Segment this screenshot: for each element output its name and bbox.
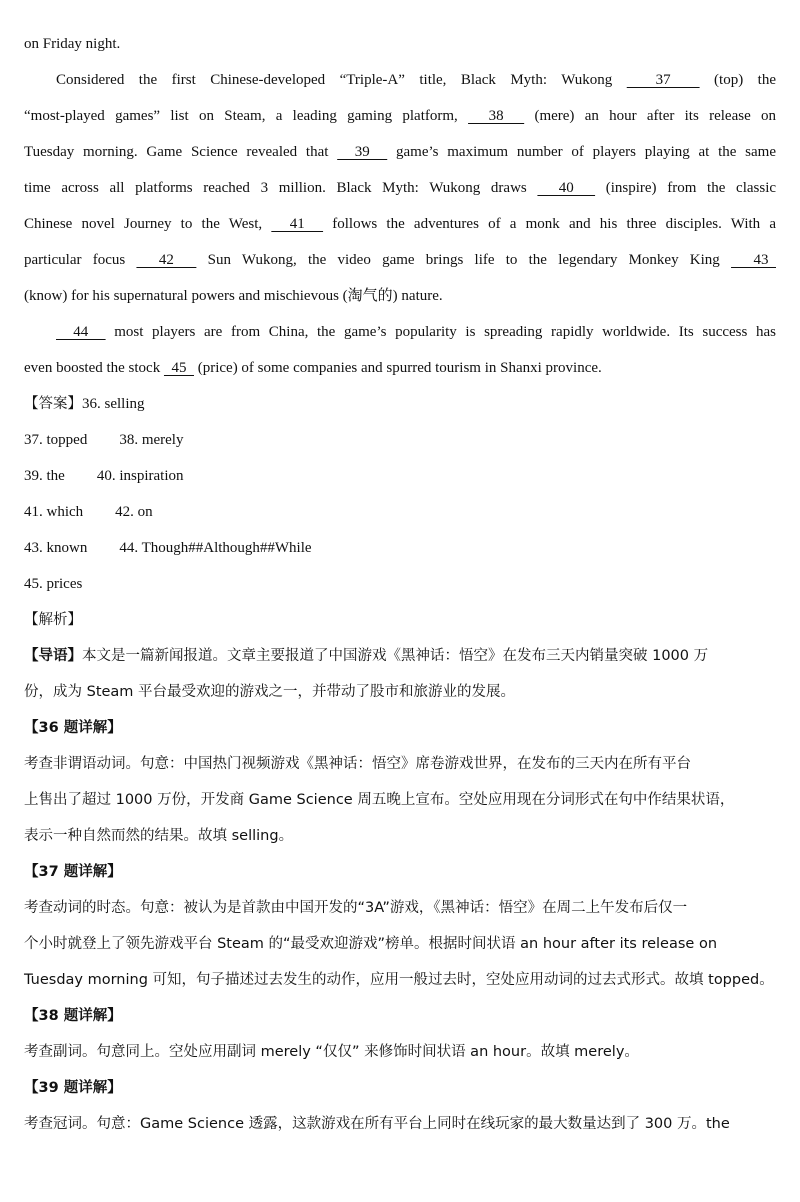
- q37-line-1: 考查动词的时态。句意：被认为是首款由中国开发的“3A”游戏，《黑神话：悟空》在周二上午发布后仅一: [24, 900, 688, 916]
- answers-line-1: [24, 394, 145, 414]
- analysis-header: 【解析】: [24, 612, 82, 628]
- answers-line-3: [24, 466, 184, 486]
- passage-line-8: [24, 286, 443, 306]
- q36-title: 【36 题详解】: [24, 720, 122, 736]
- blank-42: 42: [136, 252, 197, 268]
- passage-line-3: [24, 106, 776, 126]
- blank-37: 37: [626, 72, 700, 88]
- answers-line-6: [24, 574, 82, 594]
- passage-text: (mere) an hour after its release on: [524, 108, 776, 124]
- passage-text: (inspire) from the classic: [595, 180, 776, 196]
- answer-39: 39. the: [24, 468, 65, 484]
- guide-line-1: [24, 646, 708, 666]
- passage-text: Considered the first Chinese-developed “Triple-A” title, Black Myth: Wukong: [56, 72, 627, 88]
- passage-text: Sun Wukong, the video game brings life to the legendary Monkey King: [196, 252, 732, 268]
- answer-43: 43. known: [24, 540, 88, 556]
- passage-text: Tuesday morning. Game Science revealed that: [24, 144, 338, 160]
- answer-44: 44. Though##Although##While: [119, 540, 312, 556]
- guide-line-2: 份，成为 Steam 平台最受欢迎的游戏之一，并带动了股市和旅游业的发展。: [24, 684, 516, 700]
- q39-line-1: 考查冠词。句意：Game Science 透露，这款游戏在所有平台上同时在线玩家的最大数量达到了 300 万。the: [24, 1116, 730, 1132]
- passage-text: “most-played games” list on Steam, a leading gaming platform,: [24, 108, 469, 124]
- guide-text: 本文是一篇新闻报道。文章主要报道了中国游戏《黑神话：悟空》在发布三天内销量突破 1000 万: [82, 648, 709, 664]
- passage-text: particular focus: [24, 252, 137, 268]
- passage-text: game’s maximum number of players playing at the same: [387, 144, 776, 160]
- passage-line-9: [24, 322, 776, 342]
- blank-43: 43: [731, 252, 776, 268]
- passage-line-6: [24, 214, 776, 234]
- answer-37: 37. topped: [24, 432, 88, 448]
- q36-line-3: 表示一种自然而然的结果。故填 selling。: [24, 828, 294, 844]
- q37-line-3: Tuesday morning 可知，句子描述过去发生的动作，应用一般过去时，空处应用动词的过去式形式。故填 topped。: [24, 972, 774, 988]
- answers-line-5: [24, 538, 312, 558]
- blank-44: 44: [56, 324, 106, 340]
- q38-line-1: 考查副词。句意同上。空处应用副词 merely “仅仅” 来修饰时间状语 an hour。故填 merely。: [24, 1044, 639, 1060]
- q37-line-2: 个小时就登上了领先游戏平台 Steam 的“最受欢迎游戏”榜单。根据时间状语 an hour after its release on: [24, 936, 718, 952]
- answer-38: 38. merely: [119, 432, 184, 448]
- blank-41: 41: [271, 216, 324, 232]
- passage-text: Chinese novel Journey to the West,: [24, 216, 272, 232]
- answer-40: 40. inspiration: [96, 468, 184, 484]
- passage-text: most players are from China, the game’s popularity is spreading rapidly worldwide. Its success has: [105, 324, 776, 340]
- answers-line-2: [24, 430, 183, 450]
- passage-line-7: [24, 250, 776, 270]
- q38-title: 【38 题详解】: [24, 1008, 122, 1024]
- guide-label: 【导语】: [24, 648, 82, 664]
- blank-38: 38: [468, 108, 525, 124]
- q37-title: 【37 题详解】: [24, 864, 122, 880]
- blank-45: 45: [163, 360, 194, 376]
- passage-line-2: [24, 70, 776, 90]
- passage-text: even boosted the stock: [24, 360, 164, 376]
- answers-header: 【答案】: [24, 396, 82, 412]
- passage-text: (know) for his supernatural powers and mischievous (淘气的) nature.: [24, 288, 443, 304]
- passage-line-10: [24, 358, 602, 378]
- blank-39: 39: [337, 144, 388, 160]
- passage-text: (top) the: [699, 72, 776, 88]
- blank-40: 40: [537, 180, 596, 196]
- q39-title: 【39 题详解】: [24, 1080, 122, 1096]
- answer-45: 45. prices: [24, 576, 83, 592]
- passage-line-4: [24, 142, 776, 162]
- passage-text: (price) of some companies and spurred tourism in Shanxi province.: [193, 360, 602, 376]
- passage-text: follows the adventures of a monk and his three disciples. With a: [323, 216, 776, 232]
- q36-line-1: 考查非谓语动词。句意：中国热门视频游戏《黑神话：悟空》席卷游戏世界，在发布的三天内在所有平台: [24, 756, 691, 772]
- answer-41: 41. which: [24, 504, 84, 520]
- passage-text: on Friday night.: [24, 36, 121, 52]
- answer-36: 36. selling: [82, 396, 145, 412]
- answer-42: 42. on: [115, 504, 153, 520]
- passage-line-5: [24, 178, 776, 198]
- passage-text: time across all platforms reached 3 million. Black Myth: Wukong draws: [24, 180, 538, 196]
- answers-line-4: [24, 502, 153, 522]
- passage-line-1: [24, 34, 120, 54]
- q36-line-2: 上售出了超过 1000 万份，开发商 Game Science 周五晚上宣布。空处应用现在分词形式在句中作结果状语，: [24, 792, 735, 808]
